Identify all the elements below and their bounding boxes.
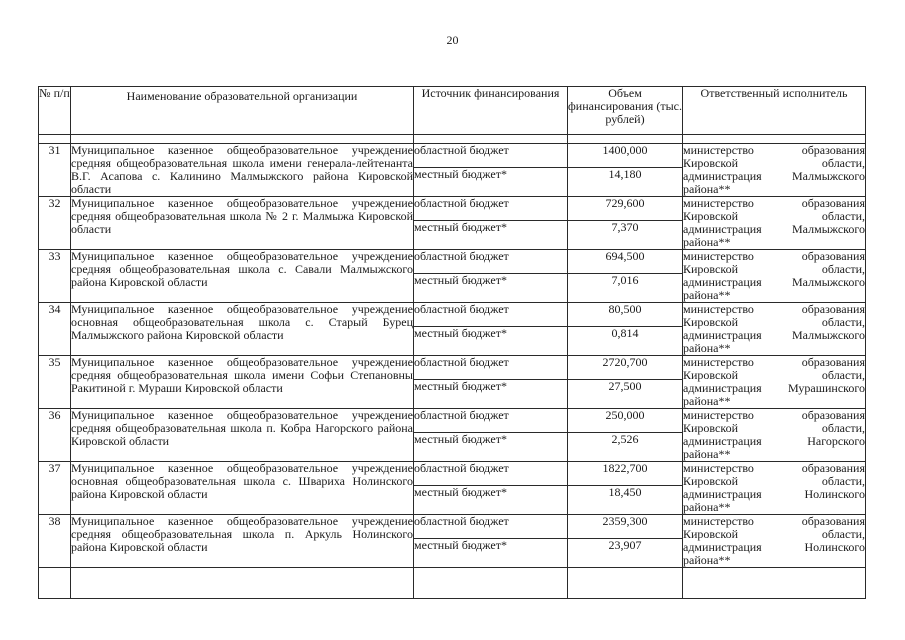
header-number: № п/п xyxy=(39,87,71,135)
funding-source-regional: областной бюджет xyxy=(414,515,568,539)
funding-volume-regional: 2720,700 xyxy=(568,356,683,380)
header-funding-source: Источник финансирования xyxy=(414,87,568,135)
organization-name: Муниципальное казенное общеобразовательное учреждение средняя общеобразовательная школа п. Кобра Нагорского района Кировской области xyxy=(71,409,414,462)
header-funding-volume: Объем финансирования (тыс. рублей) xyxy=(568,87,683,135)
responsible-executor: министерство образования Кировской области, администрация Малмыжского района** xyxy=(683,249,865,302)
funding-source-local: местный бюджет* xyxy=(414,485,568,514)
funding-source-regional: областной бюджет xyxy=(414,409,568,433)
header-organization-name: Наименование образовательной организации xyxy=(71,87,414,135)
table-row xyxy=(39,250,866,274)
table-row xyxy=(39,515,866,539)
funding-volume-regional: 1822,700 xyxy=(568,462,683,486)
responsible-executor: министерство образования Кировской области, администрация Нолинского района** xyxy=(683,514,865,567)
table-row xyxy=(39,409,866,433)
funding-volume-regional: 694,500 xyxy=(568,250,683,274)
funding-volume-local: 18,450 xyxy=(568,485,683,514)
funding-source-local: местный бюджет* xyxy=(414,379,568,408)
funding-volume-regional: 2359,300 xyxy=(568,515,683,539)
organization-name: Муниципальное казенное общеобразовательное учреждение средняя общеобразовательная школа № 2 г. Малмыжа Кировской области xyxy=(71,197,414,250)
responsible-executor: министерство образования Кировской области, администрация Малмыжского района** xyxy=(683,196,865,249)
table-row xyxy=(39,144,866,168)
funding-volume-local: 7,370 xyxy=(568,220,683,249)
funding-source-regional: областной бюджет xyxy=(414,462,568,486)
organization-name: Муниципальное казенное общеобразовательное учреждение средняя общеобразовательная школа имени Софьи Степановны Ракитиной г. Мураши Кировской области xyxy=(71,356,414,409)
funding-volume-local: 27,500 xyxy=(568,379,683,408)
funding-volume-regional: 1400,000 xyxy=(568,144,683,168)
page-number: 20 xyxy=(446,33,459,47)
funding-table xyxy=(38,86,866,599)
table-row xyxy=(39,303,866,327)
organization-name: Муниципальное казенное общеобразовательное учреждение средняя общеобразовательная школа п. Аркуль Нолинского района Кировской области xyxy=(71,515,414,568)
responsible-executor: министерство образования Кировской области, администрация Малмыжского района** xyxy=(683,302,865,355)
row-number: 37 xyxy=(39,462,71,515)
table-header-row xyxy=(39,87,866,135)
row-number: 31 xyxy=(39,144,71,197)
row-number: 36 xyxy=(39,409,71,462)
responsible-executor: министерство образования Кировской области, администрация Малмыжского района** xyxy=(683,143,865,196)
responsible-executor: министерство образования Кировской области, администрация Нагорского района** xyxy=(683,408,865,461)
funding-volume-regional: 80,500 xyxy=(568,303,683,327)
table-row xyxy=(39,356,866,380)
row-number: 32 xyxy=(39,197,71,250)
table-body xyxy=(39,144,866,599)
table-row xyxy=(39,462,866,486)
funding-volume-regional: 250,000 xyxy=(568,409,683,433)
responsible-executor: министерство образования Кировской области, администрация Нолинского района** xyxy=(683,461,865,514)
funding-source-local: местный бюджет* xyxy=(414,326,568,355)
responsible-executor: министерство образования Кировской области, администрация Мурашинского района** xyxy=(683,355,865,408)
row-number: 33 xyxy=(39,250,71,303)
row-number: 35 xyxy=(39,356,71,409)
funding-volume-local: 14,180 xyxy=(568,167,683,196)
organization-name: Муниципальное казенное общеобразовательное учреждение основная общеобразовательная школа с. Швариха Нолинского района Кировской области xyxy=(71,462,414,515)
funding-volume-regional: 729,600 xyxy=(568,197,683,221)
funding-volume-local: 0,814 xyxy=(568,326,683,355)
header-responsible: Ответственный исполнитель xyxy=(683,87,866,135)
organization-name: Муниципальное казенное общеобразовательное учреждение основная общеобразовательная школа с. Старый Бурец Малмыжского района Кировской области xyxy=(71,303,414,356)
funding-source-local: местный бюджет* xyxy=(414,273,568,302)
row-number: 34 xyxy=(39,303,71,356)
funding-source-regional: областной бюджет xyxy=(414,303,568,327)
table-row xyxy=(39,197,866,221)
funding-source-local: местный бюджет* xyxy=(414,167,568,196)
funding-source-regional: областной бюджет xyxy=(414,356,568,380)
funding-source-local: местный бюджет* xyxy=(414,432,568,461)
organization-name: Муниципальное казенное общеобразовательное учреждение средняя общеобразовательная школа имени генерала-лейтенанта В.Г. Асапова с. Калинино Малмыжского района Кировской области xyxy=(71,143,413,196)
table-filler-row xyxy=(39,568,866,599)
funding-source-regional: областной бюджет xyxy=(414,144,568,168)
row-number: 38 xyxy=(39,515,71,568)
funding-source-local: местный бюджет* xyxy=(414,220,568,249)
funding-source-regional: областной бюджет xyxy=(414,197,568,221)
funding-volume-local: 7,016 xyxy=(568,273,683,302)
funding-source-local: местный бюджет* xyxy=(414,538,568,567)
funding-volume-local: 2,526 xyxy=(568,432,683,461)
funding-source-regional: областной бюджет xyxy=(414,250,568,274)
organization-name: Муниципальное казенное общеобразовательное учреждение средняя общеобразовательная школа с. Савали Малмыжского района Кировской области xyxy=(71,250,414,303)
funding-volume-local: 23,907 xyxy=(568,538,683,567)
